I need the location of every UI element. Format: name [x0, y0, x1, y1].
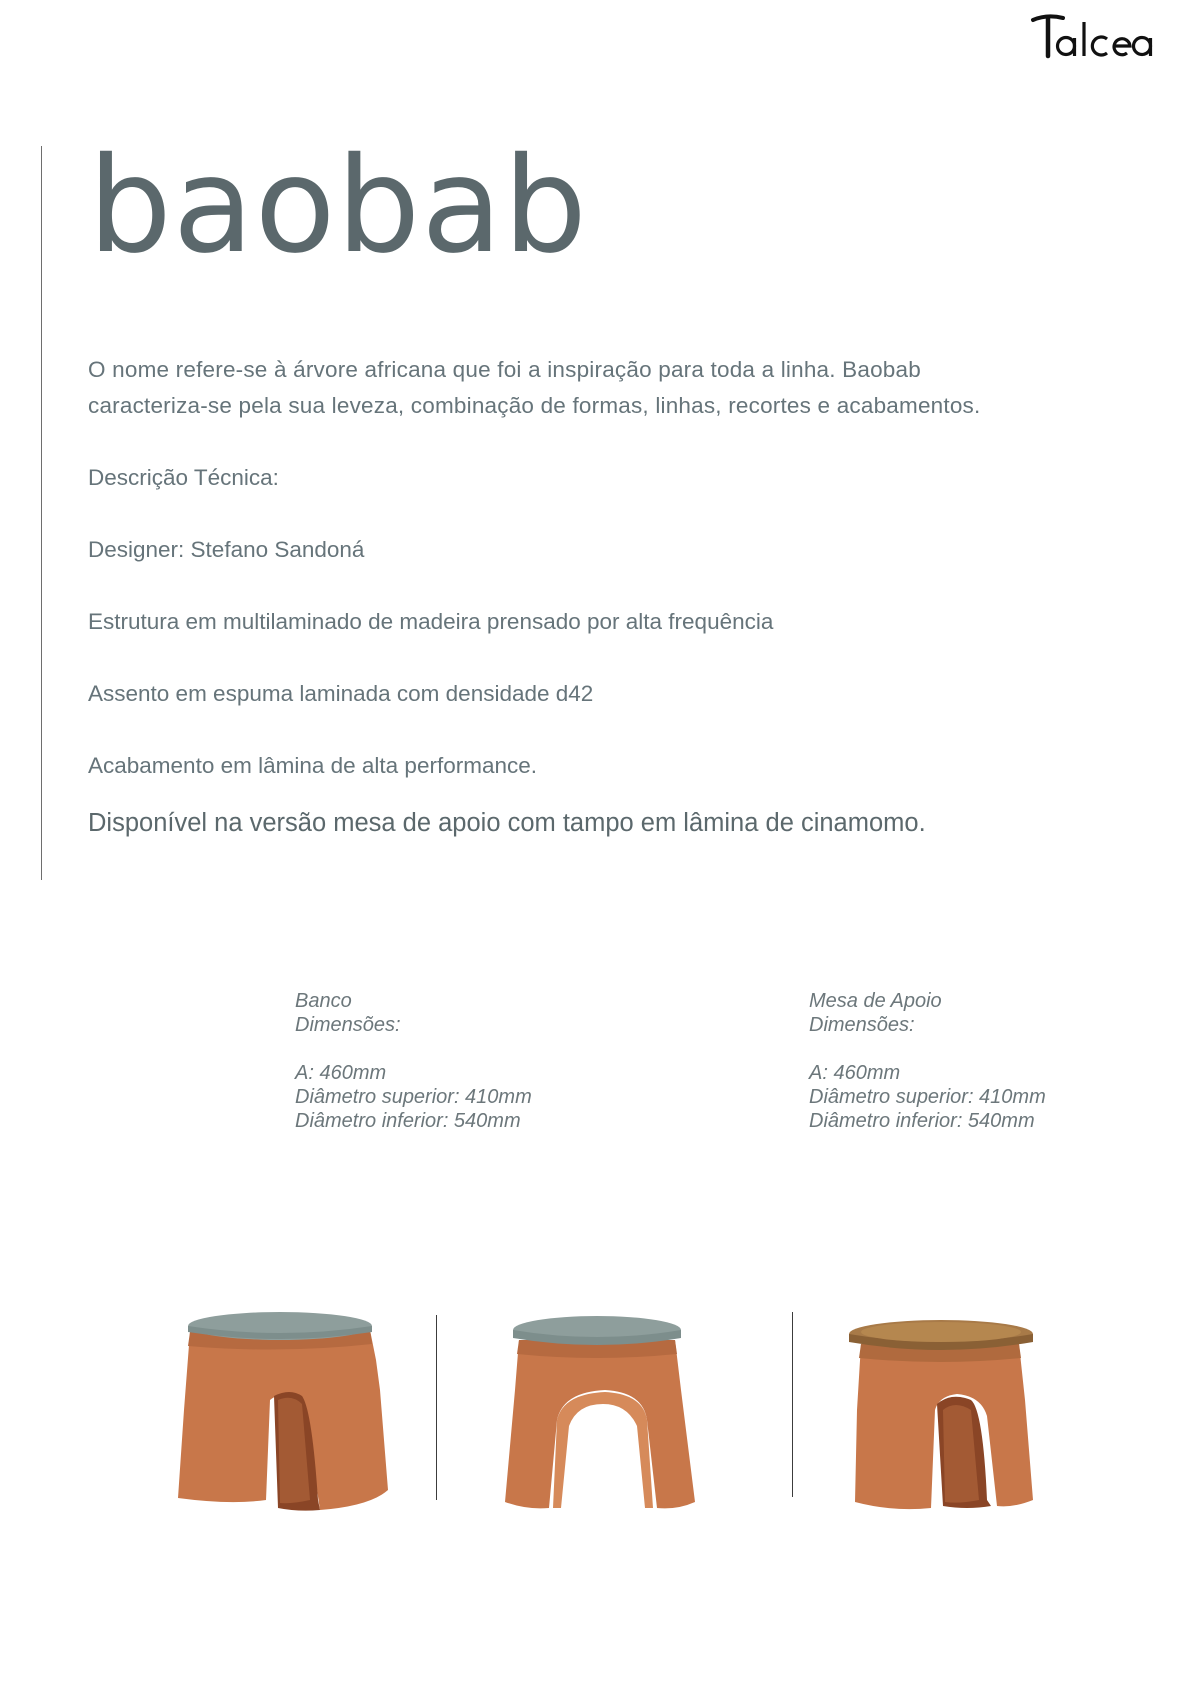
product-title: baobab — [88, 129, 588, 283]
intro-paragraph — [88, 352, 1018, 424]
stool-image-front — [497, 1300, 717, 1520]
spec-seat: Assento em espuma laminada com densidade d42 — [88, 681, 594, 706]
dimensions-banco-top-diameter: Diâmetro superior: 410mm — [295, 1086, 532, 1108]
left-rule — [41, 146, 42, 880]
dimensions-mesa-bottom-diameter: Diâmetro inferior: 540mm — [809, 1110, 1035, 1132]
stool-image-angled — [170, 1300, 410, 1520]
dimensions-banco-bottom-diameter: Diâmetro inferior: 540mm — [295, 1110, 521, 1132]
talea-logo — [1027, 8, 1159, 60]
product-divider-2 — [792, 1312, 793, 1497]
dimensions-mesa-height: A: 460mm — [809, 1062, 901, 1084]
product-divider-1 — [436, 1315, 437, 1500]
spec-finish: Acabamento em lâmina de alta performance. — [88, 753, 537, 778]
spec-designer: Designer: Stefano Sandoná — [88, 537, 365, 562]
dimensions-banco-height: A: 460mm — [295, 1062, 387, 1084]
intro-line-1: O nome refere-se à árvore africana que foi a inspiração para toda a linha. Baobab — [88, 357, 921, 382]
dimensions-mesa — [809, 989, 1046, 1133]
dimensions-mesa-name: Mesa de Apoio — [809, 990, 942, 1012]
dimensions-mesa-label: Dimensões: — [809, 1014, 915, 1036]
side-table-image — [847, 1300, 1047, 1520]
spec-heading: Descrição Técnica: — [88, 465, 279, 490]
dimensions-banco-label: Dimensões: — [295, 1014, 401, 1036]
dimensions-banco — [295, 989, 532, 1133]
availability-note: Disponível na versão mesa de apoio com tampo em lâmina de cinamomo. — [88, 809, 926, 837]
intro-line-2: caracteriza-se pela sua leveza, combinação de formas, linhas, recortes e acabamentos. — [88, 393, 981, 418]
dimensions-banco-name: Banco — [295, 990, 352, 1012]
dimensions-mesa-top-diameter: Diâmetro superior: 410mm — [809, 1086, 1046, 1108]
spec-structure: Estrutura em multilaminado de madeira prensado por alta frequência — [88, 609, 774, 634]
